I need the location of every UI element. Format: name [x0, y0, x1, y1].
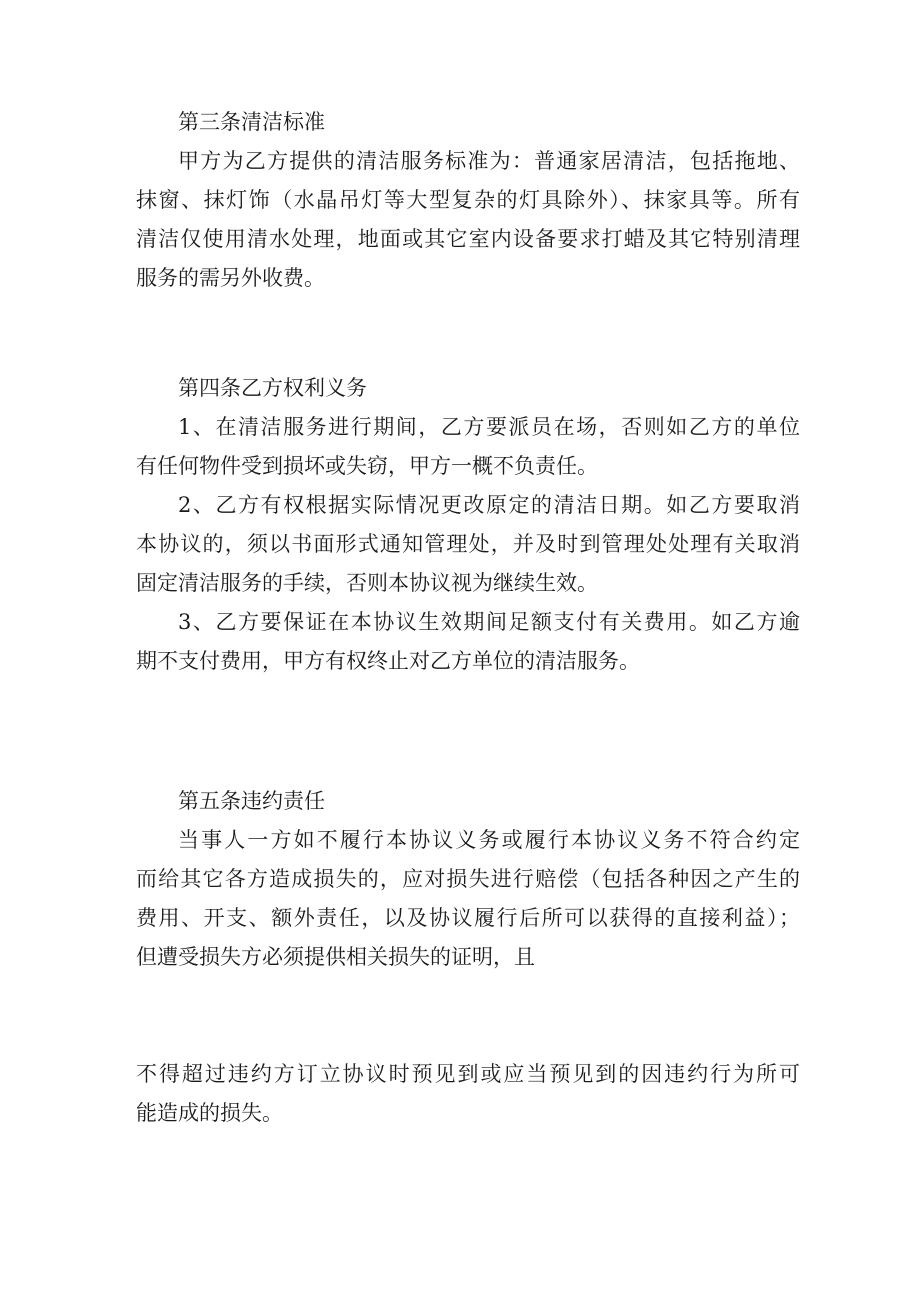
paragraph-line: 有任何物件受到损坏或失窃，甲方一概不负责任。 [136, 454, 598, 478]
section-3 [136, 103, 800, 298]
paragraph-line: 清洁仅使用清水处理，地面或其它室内设备要求打蜡及其它特别清理 [136, 227, 800, 251]
paragraph-line: 不得超过违约方订立协议时预见到或应当预见到的因违约行为所可 [136, 1062, 800, 1086]
paragraph-line: 能造成的损失。 [136, 1101, 283, 1125]
continuation-paragraph [136, 1055, 800, 1133]
paragraph [136, 603, 800, 681]
paragraph [136, 821, 800, 977]
paragraph-line: 2、乙方有权根据实际情况更改原定的清洁日期。如乙方要取消 [178, 493, 800, 517]
paragraph-line: 服务的需另外收费。 [136, 266, 325, 290]
paragraph-line: 甲方为乙方提供的清洁服务标准为：普通家居清洁，包括拖地、 [178, 149, 800, 173]
paragraph [136, 486, 800, 603]
section-heading: 第五条违约责任 [178, 789, 325, 813]
paragraph-line: 期不支付费用，甲方有权终止对乙方单位的清洁服务。 [136, 649, 640, 673]
paragraph-line: 3、乙方要保证在本协议生效期间足额支付有关费用。如乙方逾 [178, 610, 800, 634]
section-5 [136, 782, 800, 977]
paragraph-line: 费用、开支、额外责任，以及协议履行后所可以获得的直接利益）； [136, 906, 800, 930]
paragraph-line: 而给其它各方造成损失的，应对损失进行赔偿（包括各种因之产生的 [136, 867, 800, 891]
section-heading: 第三条清洁标准 [178, 110, 325, 134]
section-4 [136, 369, 800, 681]
paragraph-line: 本协议的，须以书面形式通知管理处，并及时到管理处处理有关取消 [136, 532, 800, 556]
paragraph-line: 固定清洁服务的手续，否则本协议视为继续生效。 [136, 571, 598, 595]
paragraph [136, 408, 800, 486]
paragraph-line: 1、在清洁服务进行期间，乙方要派员在场，否则如乙方的单位 [178, 415, 800, 439]
paragraph-line: 当事人一方如不履行本协议义务或履行本协议义务不符合约定 [178, 828, 800, 852]
paragraph [136, 142, 800, 298]
section-heading: 第四条乙方权利义务 [178, 376, 367, 400]
paragraph-line: 但遭受损失方必须提供相关损失的证明，且 [136, 945, 535, 969]
paragraph-line: 抹窗、抹灯饰（水晶吊灯等大型复杂的灯具除外）、抹家具等。所有 [136, 188, 800, 212]
